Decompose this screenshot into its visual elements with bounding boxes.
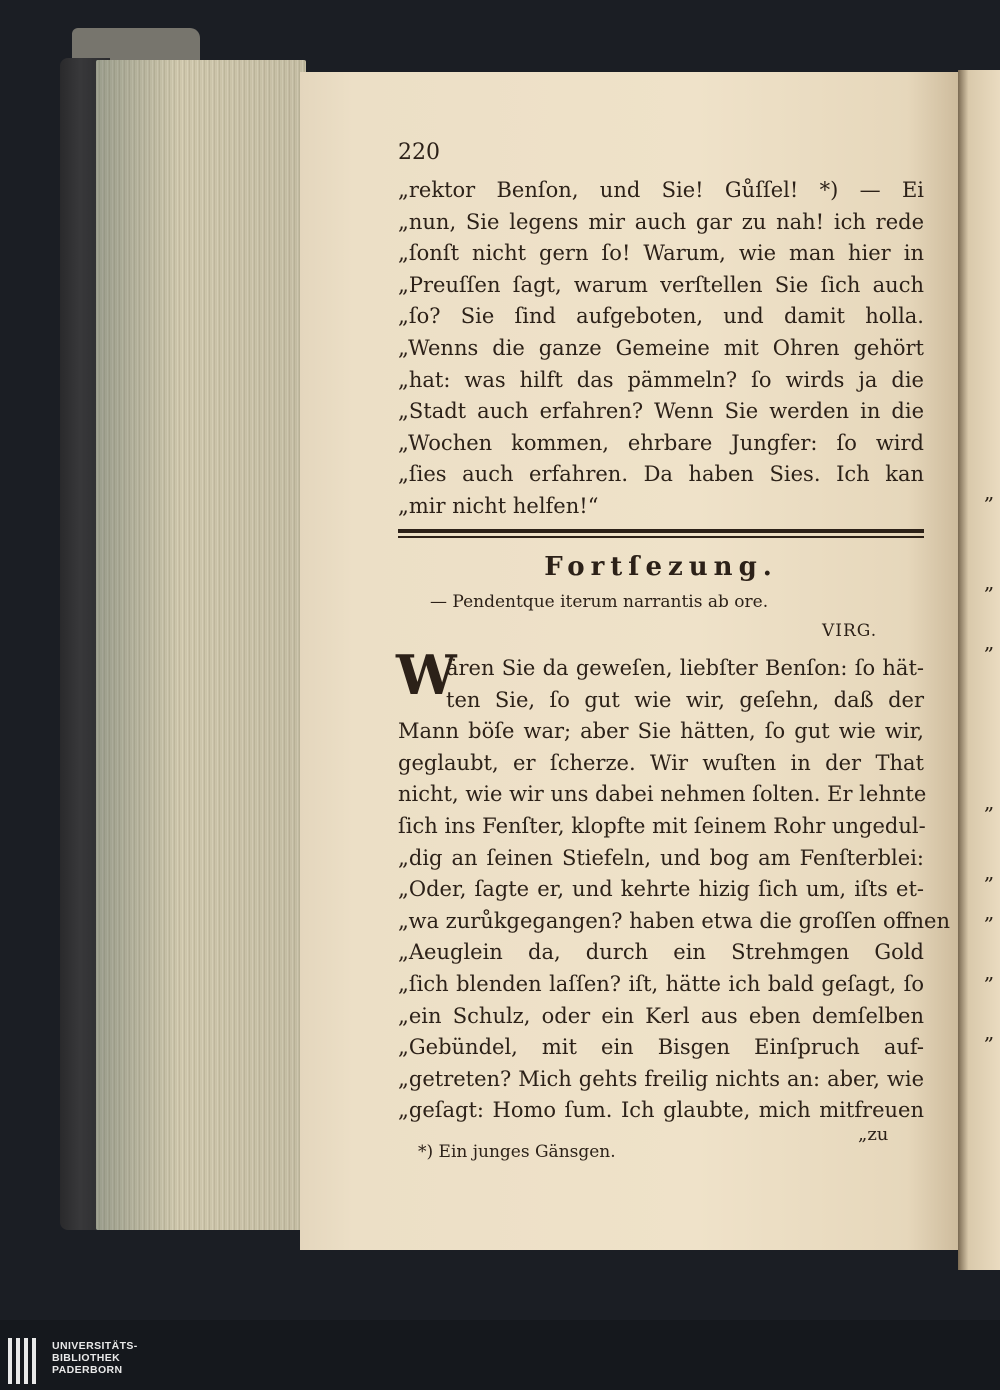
text-line: „wa zurůkgegangen? haben etwa die groſſen offnen	[398, 908, 950, 933]
book-cover-top	[72, 28, 200, 62]
text-line: „nun, Sie legens mir auch gar zu nah! ich rede	[398, 209, 924, 234]
section-rule-thin	[398, 536, 924, 538]
page-edges-shadow	[96, 60, 306, 1230]
text-line: „mir nicht helfen!“	[398, 494, 599, 518]
text-line: „ſo? Sie ſind aufgeboten, und damit holla.	[398, 304, 924, 329]
facing-page-fragment: „	[984, 790, 995, 814]
facing-page-fragment: „	[984, 570, 995, 594]
text-line: Mann böſe war; aber Sie hätten, ſo gut wie wir,	[398, 719, 924, 744]
text-line: nicht, wie wir uns dabei nehmen ſolten. Er lehnte	[398, 782, 927, 807]
page-number: 220	[398, 140, 440, 165]
facing-page-fragment: „	[984, 630, 995, 654]
epigraph-source: VIRG.	[822, 621, 878, 641]
library-logo-text	[52, 1340, 138, 1376]
logo-line-3: PADERBORN	[52, 1364, 123, 1376]
text-line: „getreten? Mich gehts freilig nichts an: aber, wie	[398, 1066, 924, 1091]
library-logo-icon	[8, 1338, 44, 1384]
text-line: „ſies auch erfahren. Da haben Sies. Ich kan	[398, 462, 924, 487]
text-line: „Stadt auch erfahren? Wenn Sie werden in die	[398, 399, 924, 424]
text-line: geglaubt, er ſcherze. Wir wuſten in der That	[398, 750, 924, 775]
facing-page-fragment: „	[984, 900, 995, 924]
facing-page-fragment: „	[984, 480, 995, 504]
text-line: „hat: was hilft das pämmeln? ſo wirds ja die	[398, 367, 924, 392]
facing-page-edge	[958, 70, 1000, 1270]
drop-cap: W	[396, 643, 457, 707]
footer-bar	[0, 1320, 1000, 1390]
text-line: „ſonſt nicht gern ſo! Warum, wie man hier in	[398, 241, 924, 266]
text-line: ären Sie da geweſen, liebſter Benſon: ſo hät-	[446, 656, 924, 680]
facing-page-fragment: „	[984, 860, 995, 884]
text-line: „dig an ſeinen Stiefeln, und bog am Fenſterblei:	[398, 845, 924, 870]
text-line: „Wochen kommen, ehrbare Jungfer: ſo wird	[398, 430, 924, 455]
text-line: „Preuſſen ſagt, warum verſtellen Sie ſich auch	[398, 272, 924, 297]
section-rule-thick	[398, 529, 924, 533]
text-line: „ſich blenden laſſen? iſt, hätte ich bald geſagt, ſo	[398, 972, 924, 996]
logo-line-2: BIBLIOTHEK	[52, 1352, 121, 1364]
section-heading: Fortſezung.	[544, 552, 778, 582]
text-line: „Aeuglein da, durch ein Strehmgen Gold	[398, 940, 924, 965]
text-line: „rektor Benſon, und Sie! Gůſſel! *) — Ei	[398, 178, 924, 202]
logo-line-1: UNIVERSITÄTS-	[52, 1340, 138, 1352]
text-line: „Wenns die ganze Gemeine mit Ohren gehört	[398, 336, 924, 360]
facing-page-fragment: „	[984, 1020, 995, 1044]
text-line: „geſagt: Homo ſum. Ich glaubte, mich mitfreuen	[398, 1098, 924, 1123]
text-line: „Oder, ſagte er, und kehrte hizig ſich um, iſts et-	[398, 877, 924, 902]
footnote: *) Ein junges Gänsgen.	[418, 1142, 616, 1162]
text-line: ſich ins Fenſter, klopfte mit ſeinem Rohr ungedul-	[398, 814, 926, 838]
catchword: „zu	[858, 1124, 889, 1145]
facing-page-fragment: „	[984, 960, 995, 984]
text-line: „ein Schulz, oder ein Kerl aus eben demſelben	[398, 1003, 924, 1028]
text-line: ten Sie, ſo gut wie wir, geſehn, daß der	[446, 687, 924, 712]
text-line: „Gebündel, mit ein Bisgen Einſpruch auf-	[398, 1035, 924, 1060]
epigraph: — Pendentque iterum narrantis ab ore.	[430, 592, 769, 612]
